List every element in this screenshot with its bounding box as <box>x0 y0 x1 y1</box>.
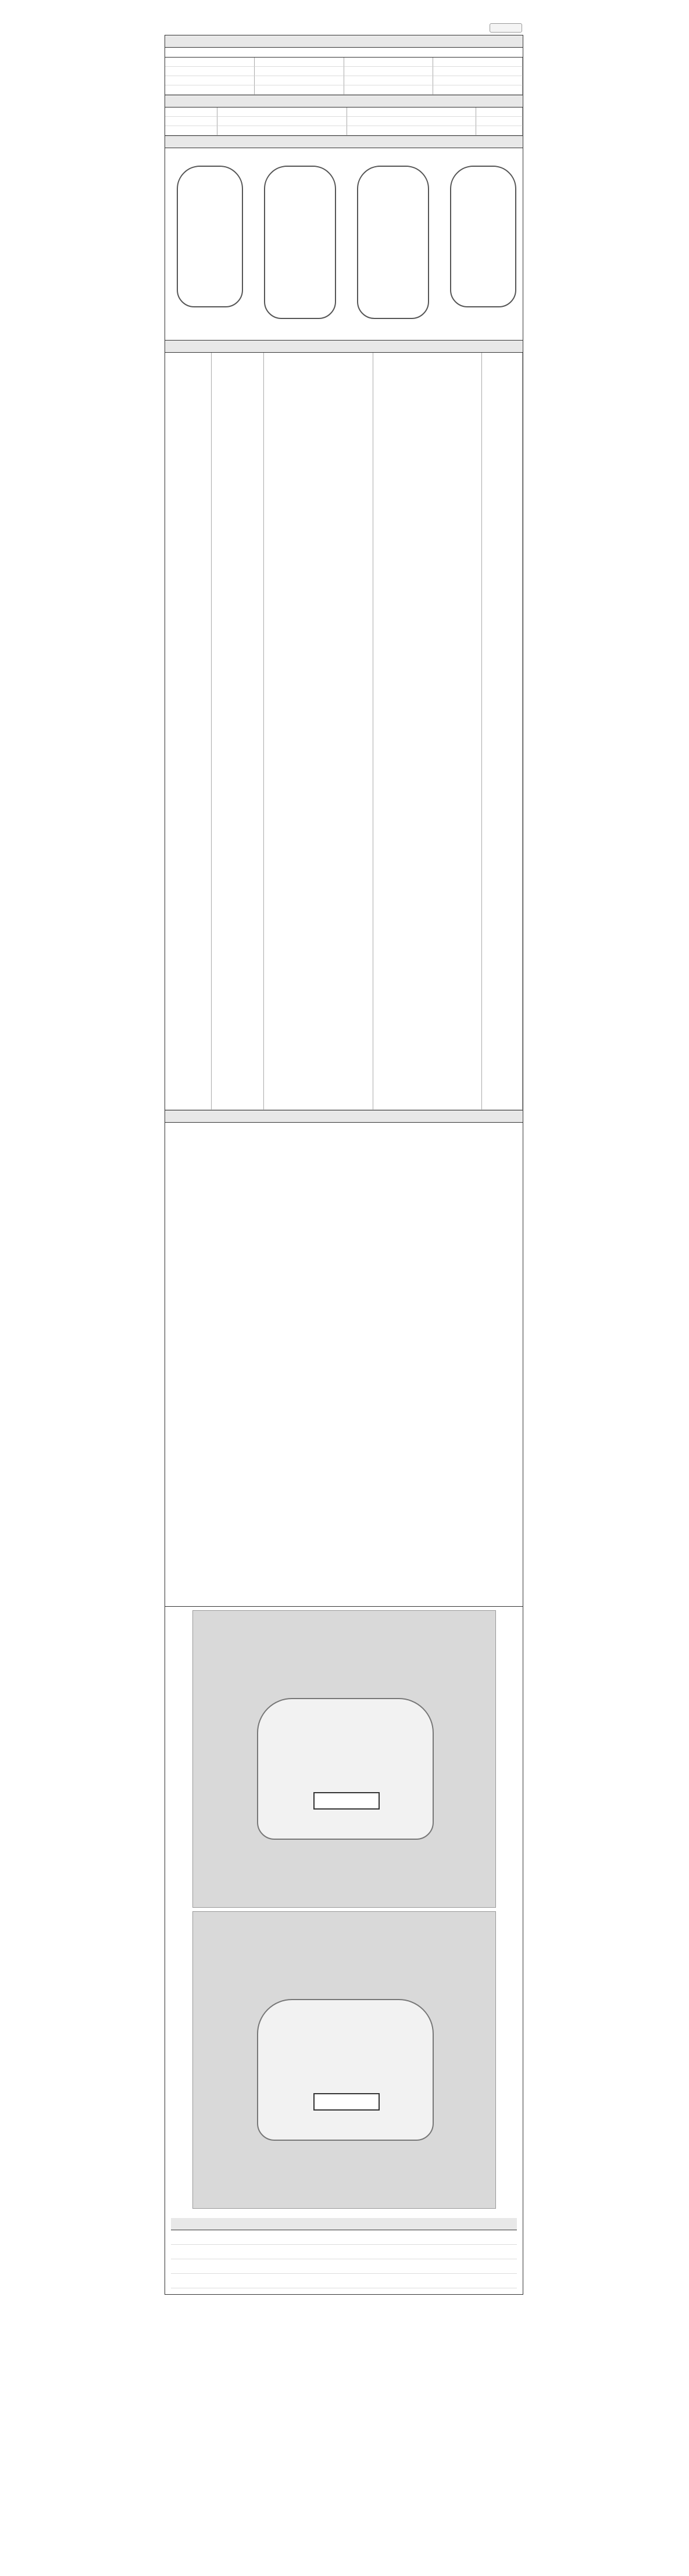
notice-text-block <box>165 1123 523 1607</box>
table-cell <box>373 353 483 1110</box>
car-rear-shape <box>257 1999 434 2141</box>
top-bar <box>165 23 522 34</box>
print-button[interactable] <box>490 23 522 33</box>
license-plate <box>313 2093 380 2111</box>
table-cell <box>344 76 434 85</box>
table-cell <box>347 126 477 135</box>
vehicle-photos <box>165 1610 523 2209</box>
car-top-outline <box>264 166 336 319</box>
table-cell <box>476 126 523 135</box>
table-cell <box>217 117 347 126</box>
accident-header <box>165 136 523 148</box>
car-front-shape <box>257 1698 434 1840</box>
car-side-left-outline <box>177 166 243 307</box>
table-cell <box>476 108 523 117</box>
table-cell <box>344 58 434 67</box>
vehicle-photo-front <box>192 1610 496 1908</box>
car-diagram <box>165 148 523 341</box>
basic-info-header <box>165 35 523 48</box>
signature-block <box>165 2212 523 2294</box>
license-plate <box>313 1792 380 1810</box>
table-cell <box>482 353 523 1110</box>
table-cell <box>255 67 344 76</box>
table-cell <box>347 108 477 117</box>
table-cell <box>165 85 255 95</box>
table-cell <box>344 67 434 76</box>
table-cell <box>347 117 477 126</box>
table-cell <box>255 76 344 85</box>
detail-header <box>165 341 523 353</box>
signature-row <box>171 2230 517 2245</box>
table-cell <box>217 126 347 135</box>
table-cell <box>212 353 264 1110</box>
table-cell <box>433 76 523 85</box>
table-cell <box>165 108 217 117</box>
table-cell <box>255 85 344 95</box>
table-cell <box>344 85 434 95</box>
table-cell <box>433 67 523 76</box>
table-cell <box>476 117 523 126</box>
inspection-document <box>165 35 523 2295</box>
table-cell <box>217 108 347 117</box>
signature-row <box>171 2259 517 2274</box>
signature-row <box>171 2274 517 2288</box>
table-cell <box>165 117 217 126</box>
basic-info-subheader <box>165 48 523 58</box>
table-cell <box>165 353 212 1110</box>
table-cell <box>264 353 373 1110</box>
basic-info-table <box>165 58 523 95</box>
car-frame-outline <box>357 166 429 319</box>
top-banner <box>163 2 526 14</box>
detail-table <box>165 353 523 1110</box>
table-cell <box>433 85 523 95</box>
table-cell <box>165 67 255 76</box>
table-cell <box>165 126 217 135</box>
table-cell <box>165 58 255 67</box>
general-status-table <box>165 108 523 136</box>
notice-header <box>165 1110 523 1123</box>
car-side-right-outline <box>450 166 516 307</box>
vehicle-photo-rear <box>192 1911 496 2209</box>
signature-row <box>171 2245 517 2259</box>
signature-header <box>171 2218 517 2230</box>
table-cell <box>433 58 523 67</box>
table-cell <box>165 76 255 85</box>
table-cell <box>255 58 344 67</box>
general-status-header <box>165 95 523 108</box>
